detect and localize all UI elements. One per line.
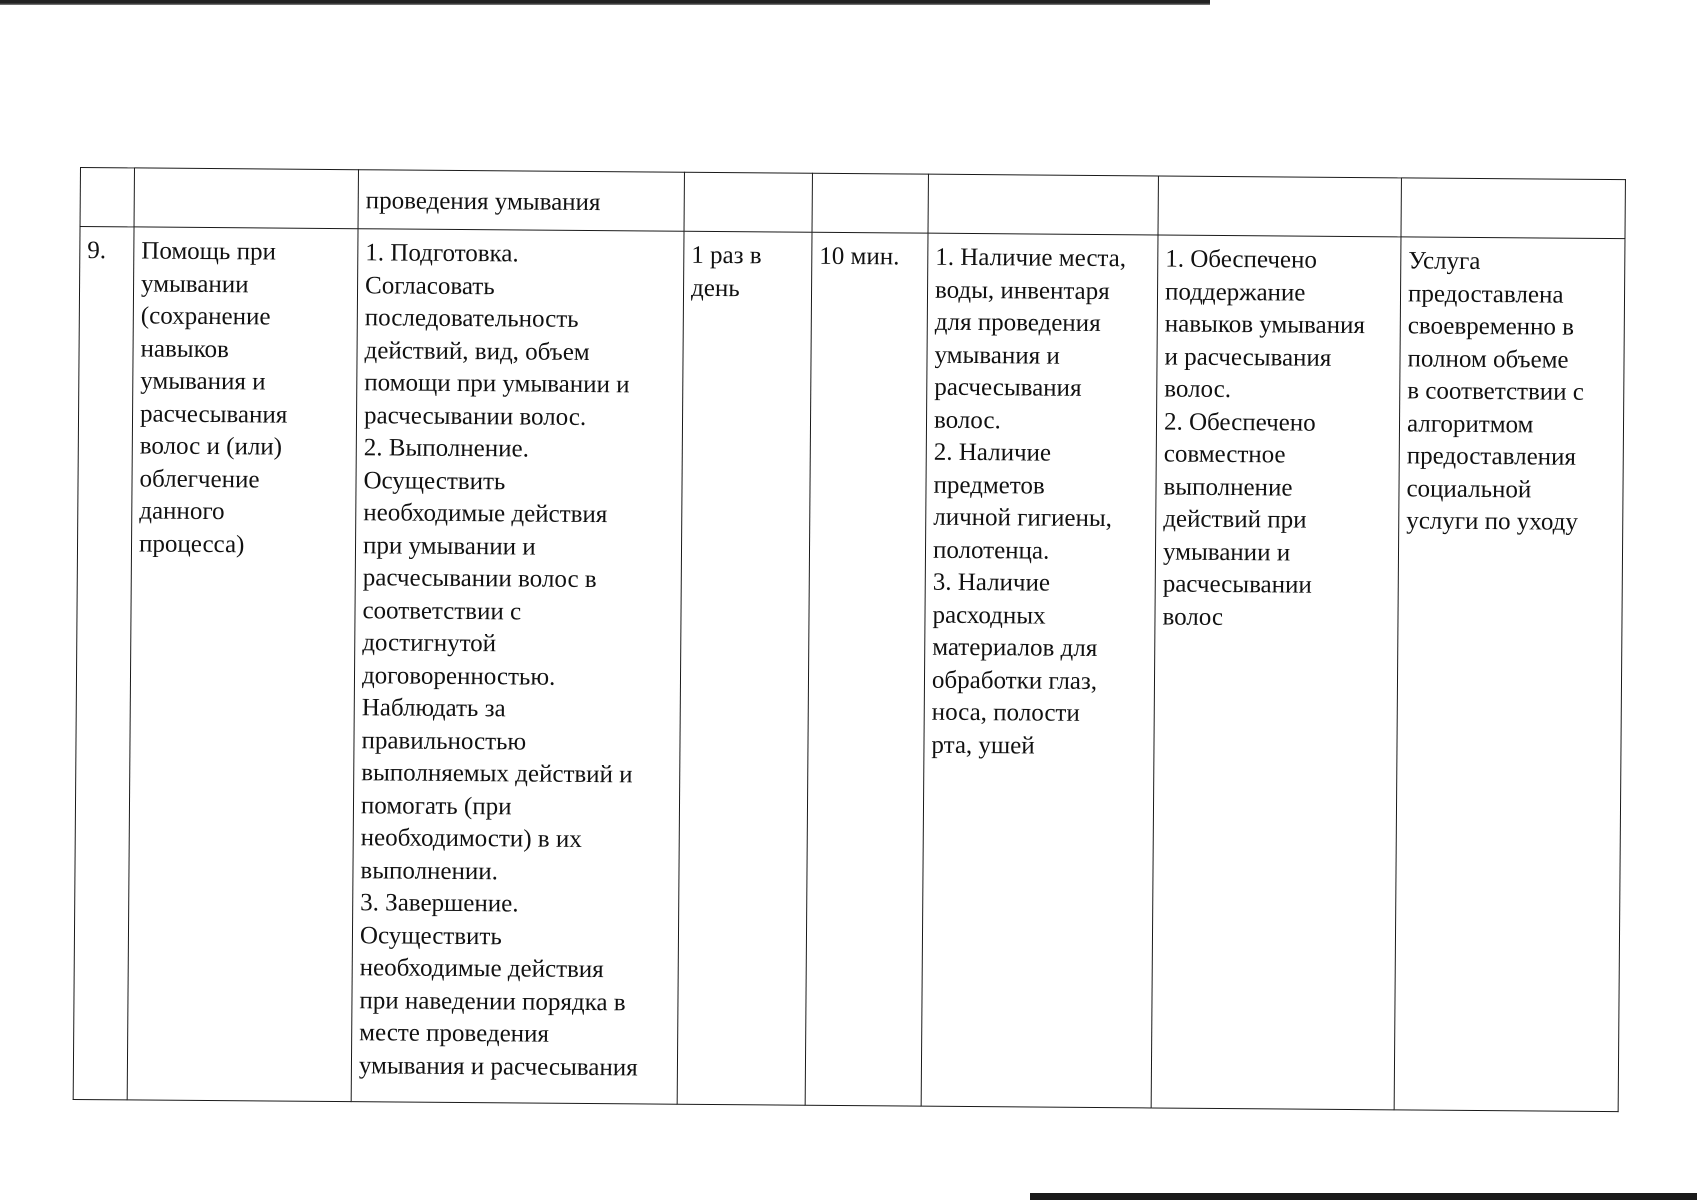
cell-number	[80, 168, 134, 227]
service-standard-table	[73, 167, 1626, 1112]
cell-evaluation: Услуга предоставлена своевременно в полном объеме в соответствии с алгоритмом предоставления социальной услуги по уходу	[1394, 237, 1625, 1112]
cell-duration: 10 мин.	[805, 232, 928, 1106]
document-table-wrapper	[73, 167, 1626, 1112]
cell-service-name	[134, 168, 358, 229]
table-row-9	[73, 227, 1625, 1112]
cell-service-name: Помощь при умывании (сохранение навыков умывания и расчесывания волос и (или) облегчение данного процесса)	[127, 227, 358, 1102]
cell-frequency: 1 раз в день	[677, 231, 812, 1105]
cell-procedure: проведения умывания	[358, 170, 684, 232]
cell-number: 9.	[73, 227, 134, 1100]
scan-edge-top	[0, 0, 1210, 5]
cell-frequency	[684, 172, 812, 232]
cell-conditions: 1. Наличие места, воды, инвентаря для проведения умывания и расчесывания волос. 2. Наличие предметов личной гигиены, полотенца. 3. Наличие расходных материалов для обработки глаз, носа, полости рта, ушей	[921, 233, 1158, 1108]
cell-duration	[812, 173, 928, 233]
cell-result	[1158, 176, 1401, 237]
cell-procedure: 1. Подготовка. Согласовать последовательность действий, вид, объем помощи при умывании и расчесывании волос. 2. Выполнение. Осуществить необходимые действия при умывании и расчесывании волос в соответствии с достигнутой договоренностью. Наблюдать за правильностью выполняемых действий и помогать (при необходимости) в их выполнении. 3. Завершение. Осуществить необходимые действия при наведении порядка в месте проведения умывания и расчесывания	[351, 229, 684, 1105]
scan-edge-bottom	[1030, 1193, 1697, 1200]
cell-evaluation	[1401, 178, 1625, 239]
cell-result: 1. Обеспечено поддержание навыков умывания и расчесывания волос. 2. Обеспечено совместное выполнение действий при умывании и расчесывании волос	[1151, 235, 1401, 1110]
cell-conditions	[928, 174, 1158, 235]
